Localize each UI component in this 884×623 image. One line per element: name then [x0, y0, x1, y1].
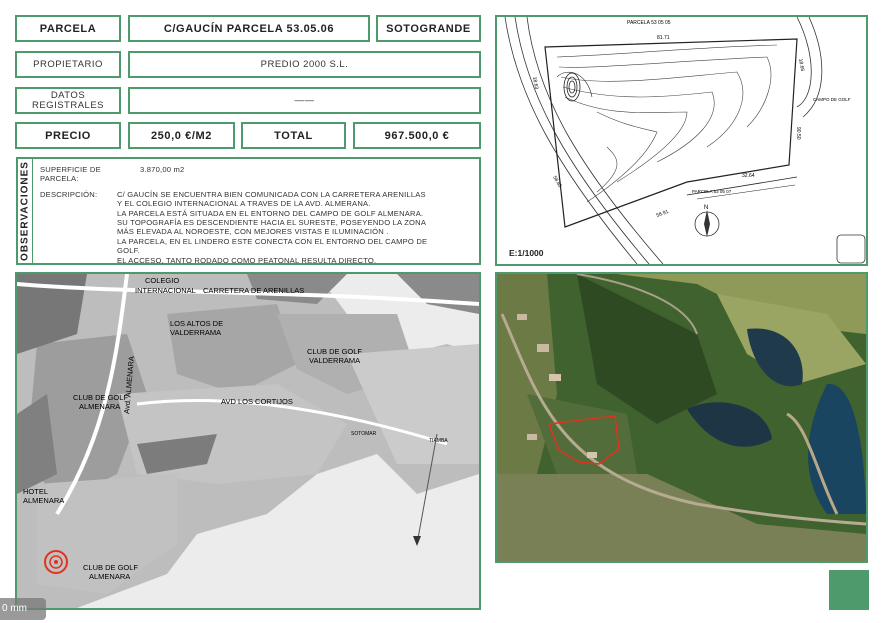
descripcion-row [40, 190, 473, 265]
aerial-photo [495, 272, 868, 563]
observaciones-body [32, 157, 481, 265]
aerial-drawing [497, 274, 866, 561]
datos-value-text: —— [294, 95, 315, 106]
map-golf-alm2-1: CLUB DE GOLF [83, 563, 139, 572]
map-carretera: CARRETERA DE ARENILLAS [203, 286, 305, 295]
map-golf-vald-2: VALDERRAMA [309, 356, 361, 365]
descripcion-label: DESCRIPCIÓN: [40, 189, 98, 199]
datos-registrales-label [15, 87, 121, 114]
measure-overlay: 0 mm [0, 598, 46, 620]
descripcion-line: SU TOPOGRAFÍA ES DESCENDIENTE HACIA EL SURESTE, POSEYENDO LA ZONA [117, 218, 427, 228]
observaciones-title-text: OBSERVACIONES [19, 161, 31, 261]
map-drawing [17, 274, 479, 608]
green-square [829, 570, 869, 610]
map-avd-almenara: Avd. ALMENARA [122, 355, 137, 415]
descripcion-line: MÁS ELEVADA AL NOROESTE, CON MEJORES VISTAS E ILUMINACIÓN . [117, 227, 389, 237]
superficie-label: SUPERFICIE DE PARCELA: [40, 165, 101, 184]
descripcion-line: C/ GAUCÍN SE ENCUENTRA BIEN COMUNICADA CON LA CARRETERA ARENILLAS [117, 189, 426, 199]
map-golf-alm-2: ALMENARA [79, 402, 121, 411]
observaciones-title [16, 157, 33, 265]
location-label [376, 15, 481, 42]
map-golf-alm-1: CLUB DE GOLF [73, 393, 129, 402]
descripcion-line: LA PARCELA, EN EL LINDERO ESTE CONECTA CON EL ENTORNO DEL CAMPO DE [117, 236, 428, 246]
plan-title-top: PARCELA 53 05 05 [627, 20, 671, 26]
plan-campo-label: CAMPO DE GOLF [813, 97, 851, 102]
precio-label-text: PRECIO [45, 129, 91, 142]
location-map [15, 272, 481, 610]
plan-legend-box [837, 235, 865, 263]
plan-dim-top: 81.71 [657, 35, 670, 41]
parcela-value [128, 15, 370, 42]
propietario-label-text: PROPIETARIO [33, 59, 103, 70]
parcela-value-text: C/GAUCÍN PARCELA 53.05.06 [163, 22, 335, 35]
plan-drawing [497, 17, 866, 264]
map-avd-cortijos: AVD LOS CORTIJOS [221, 397, 293, 406]
descripcion-text [117, 190, 473, 265]
topographic-plan [495, 15, 868, 266]
map-golf-vald-1: CLUB DE GOLF [307, 347, 363, 356]
plan-dim-diag: 58.91 [655, 208, 670, 219]
propietario-value-text: PREDIO 2000 S.L. [260, 59, 349, 70]
precio-value [128, 122, 235, 149]
precio-value-text: 250,0 €/M2 [150, 129, 213, 142]
parcela-label [15, 15, 121, 42]
total-value-text: 967.500,0 € [384, 129, 450, 142]
plan-dim-right: 90.50 [795, 127, 801, 140]
map-hotel-1: HOTEL [23, 487, 49, 496]
datos-label-line1: DATOS [50, 89, 86, 101]
location-text: SOTOGRANDE [386, 22, 471, 35]
superficie-row [40, 165, 473, 184]
total-label [241, 122, 346, 149]
datos-registrales-value [128, 87, 481, 114]
propietario-value [128, 51, 481, 78]
plan-scale: E:1/1000 [509, 248, 544, 258]
descripcion-line: GOLF. [117, 246, 140, 256]
map-colegio-2: INTERNACIONAL [135, 286, 196, 295]
total-value [353, 122, 481, 149]
map-golf-alm2-2: ALMENARA [89, 572, 131, 581]
plan-dim-bottom: 32.64 [742, 173, 755, 179]
parcela-label-text: PARCELA [39, 22, 97, 35]
map-colegio-1: COLEGIO [145, 276, 180, 285]
descripcion-line: Y EL COLEGIO INTERNACIONAL A TRAVES DE LA AVD. ALMERANA. [117, 199, 371, 209]
datos-label-line2: REGISTRALES [31, 99, 105, 111]
map-altos-2: VALDERRAMA [170, 328, 222, 337]
descripcion-line: LA PARCELA ESTÁ SITUADA EN EL ENTORNO DEL CAMPO DE GOLF ALMENARA. [117, 208, 424, 218]
plan-parcela-bottom: PARCELA 53 05 07 [692, 189, 732, 194]
precio-label [15, 122, 121, 149]
total-label-text: TOTAL [274, 129, 313, 142]
map-tiamba: TIAMBA [429, 438, 448, 444]
map-hotel-2: ALMENARA [23, 496, 65, 505]
propietario-label [15, 51, 121, 78]
superficie-value: 3.870,00 m2 [140, 165, 185, 174]
map-altos-1: LOS ALTOS DE [170, 319, 224, 328]
plan-dim-left-bottom: 58.85 [551, 175, 563, 189]
descripcion-line: EL ACCESO, TANTO RODADO COMO PEATONAL RESULTA DIRECTO. [117, 255, 377, 265]
plan-dim-right-top: 18.66 [797, 58, 806, 72]
map-sotomar: SOTOMAR [351, 431, 377, 437]
plan-dim-left: 18.63 [531, 76, 540, 90]
plan-north: N [704, 205, 709, 211]
